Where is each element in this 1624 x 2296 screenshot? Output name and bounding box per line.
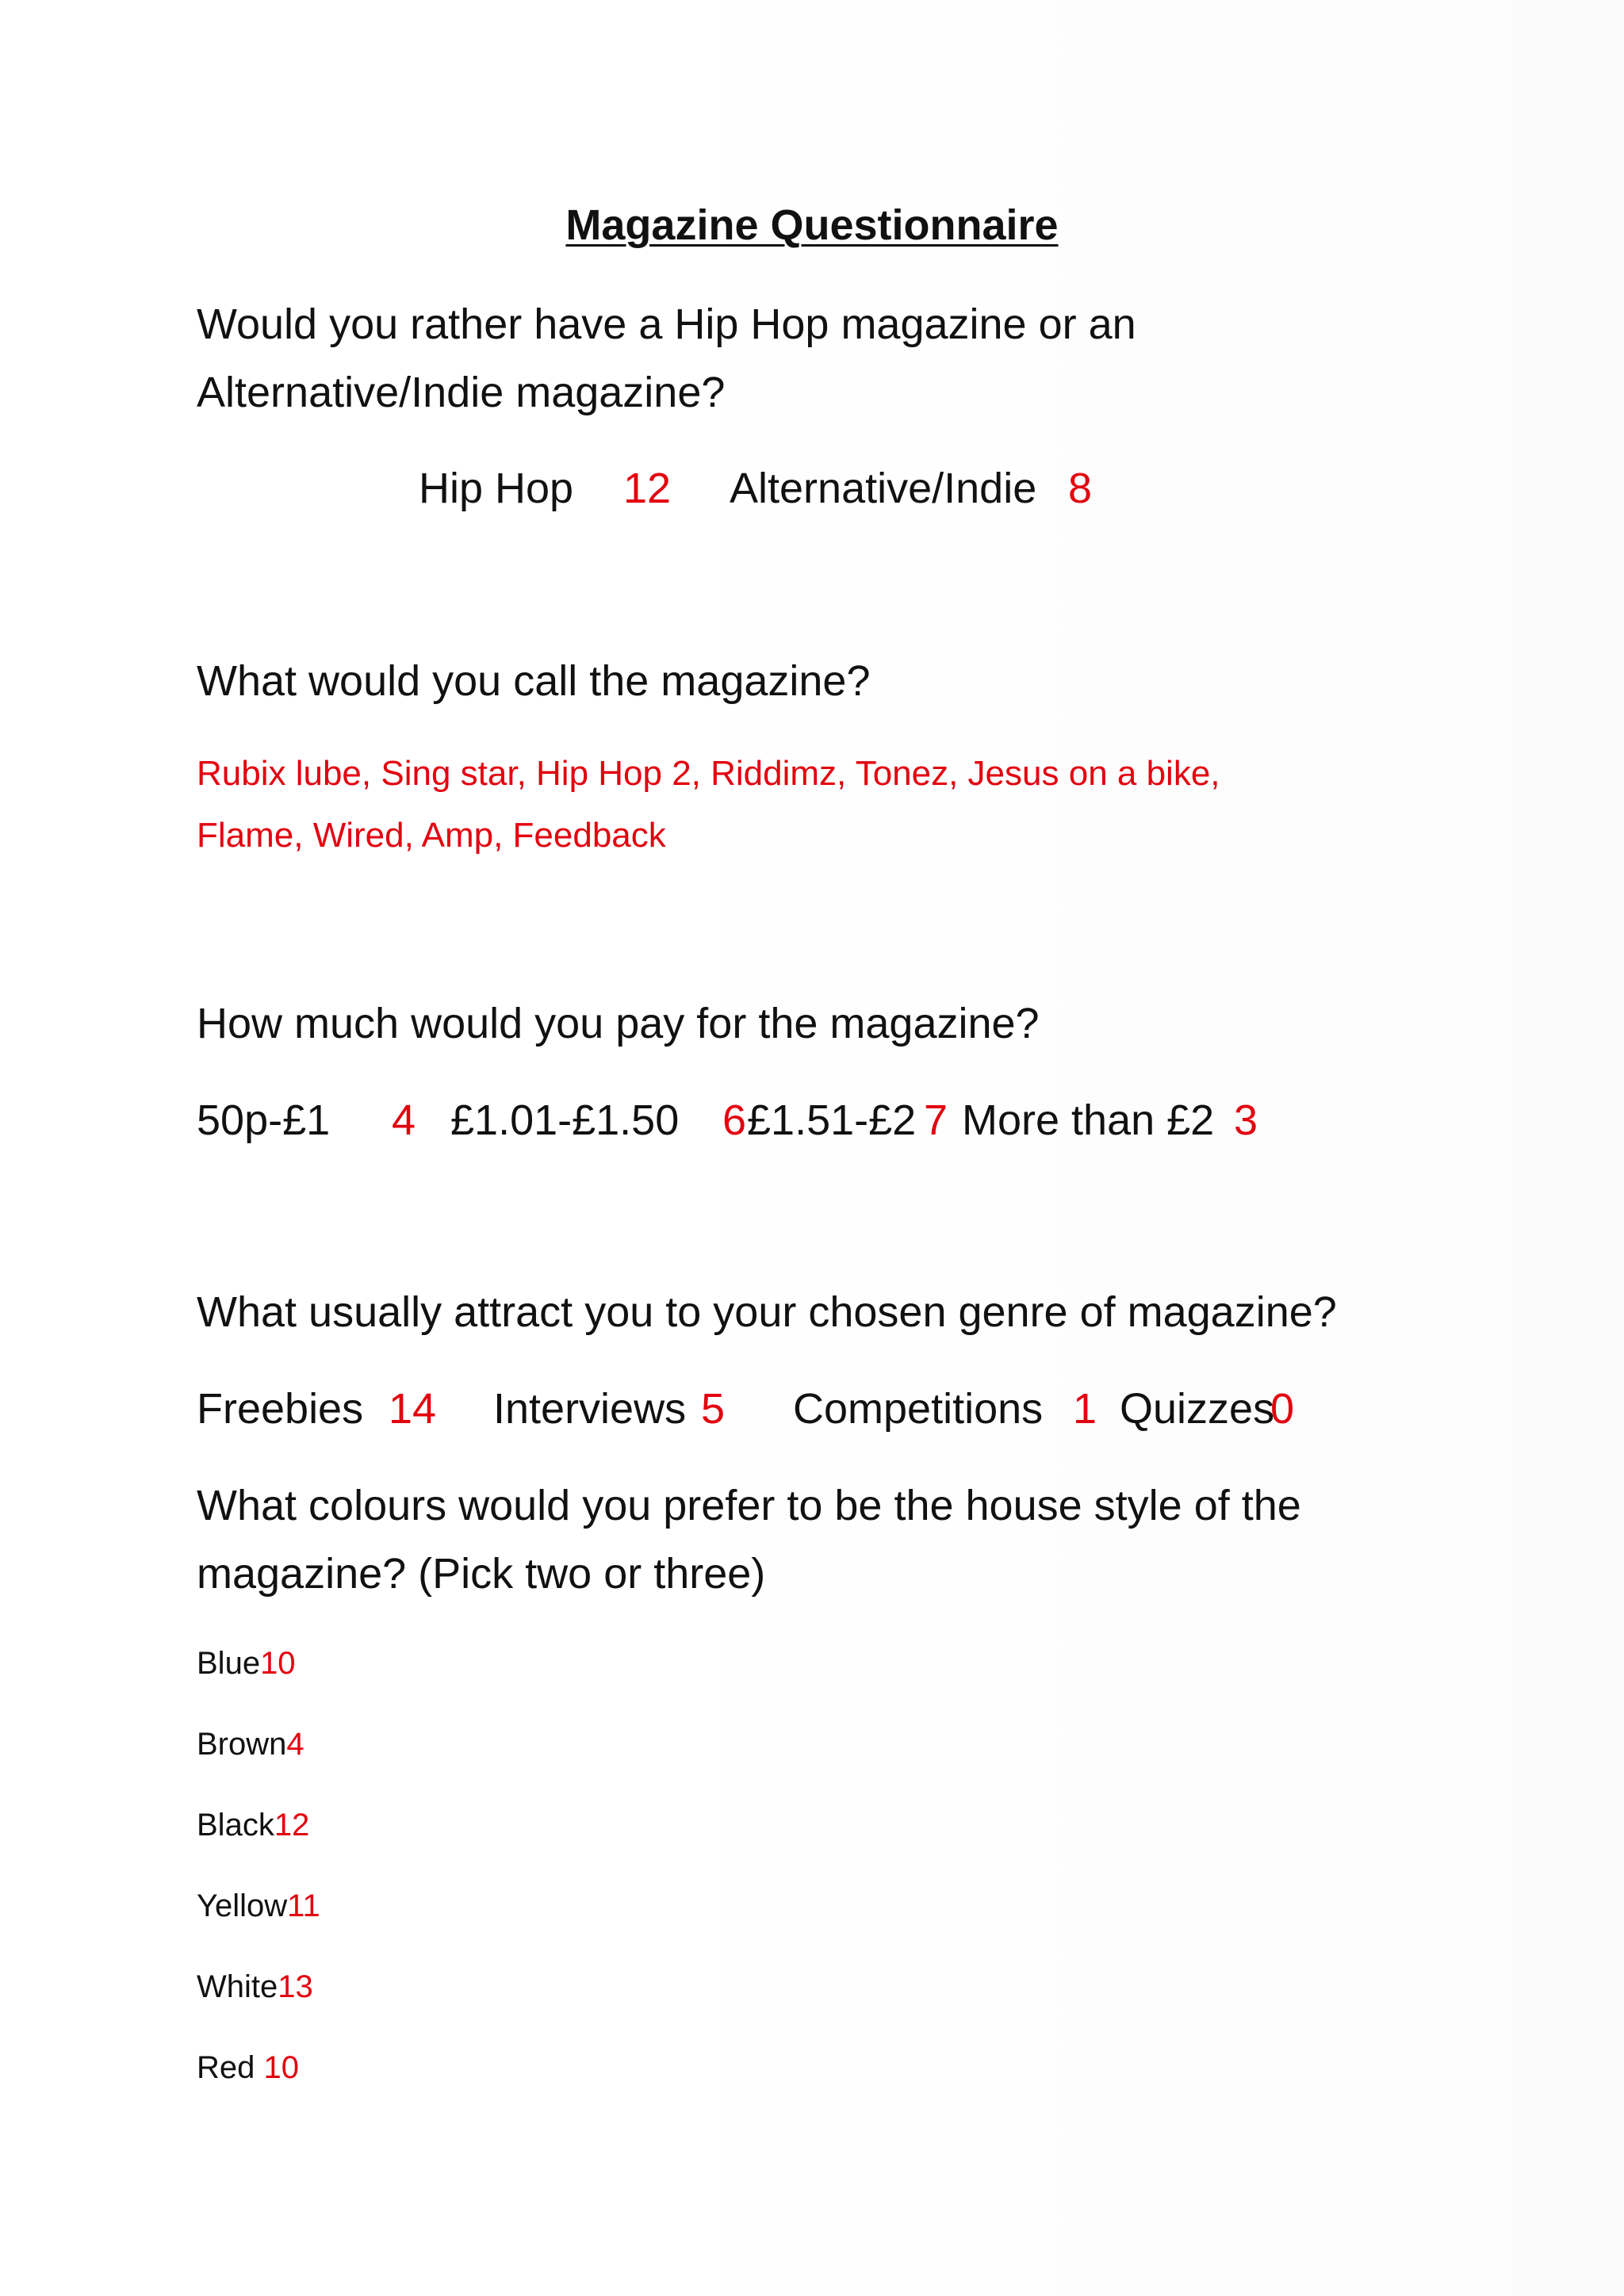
q4-option-count: 5 <box>701 1385 726 1433</box>
q5-question-line1: What colours would you prefer to be the house style of the <box>197 1482 1301 1529</box>
q1-question-line1: Would you rather have a Hip Hop magazine or an <box>197 300 1136 348</box>
q3-option-label: £1.01-£1.50 <box>450 1096 680 1144</box>
q1-option-count: 8 <box>1068 465 1093 512</box>
q4-question: What usually attract you to your chosen genre of magazine? <box>197 1288 1337 1336</box>
q3-option-label: 50p-£1 <box>197 1096 331 1144</box>
colour-label: Yellow <box>197 1888 288 1923</box>
list-item <box>197 1963 313 2011</box>
q4-option-count: 0 <box>1270 1385 1295 1433</box>
q1-option-label: Hip Hop <box>419 465 574 512</box>
list-item <box>197 1801 309 1849</box>
colour-count: 10 <box>263 2050 299 2085</box>
colour-label: Blue <box>197 1646 261 1681</box>
q3-option-count: 6 <box>722 1096 747 1144</box>
q4-option-count: 14 <box>389 1385 437 1433</box>
colour-count: 13 <box>278 1969 313 2004</box>
q4-option-count: 1 <box>1073 1385 1097 1433</box>
colour-count: 12 <box>274 1808 310 1843</box>
colour-label: Black <box>197 1808 274 1843</box>
list-item <box>197 1640 296 1687</box>
q4-option-label: Quizzes <box>1120 1385 1275 1433</box>
q3-question: How much would you pay for the magazine? <box>197 1000 1040 1047</box>
q3-option-label: £1.51-£2 <box>747 1096 917 1144</box>
colour-label: Brown <box>197 1727 287 1762</box>
q4-option-label: Freebies <box>197 1385 364 1433</box>
q3-option-count: 7 <box>924 1096 948 1144</box>
q3-option-label: More than £2 <box>962 1096 1215 1144</box>
q2-answers-line2: Flame, Wired, Amp, Feedback <box>197 816 666 855</box>
q2-question: What would you call the magazine? <box>197 657 871 705</box>
q3-option-count: 4 <box>392 1096 416 1144</box>
q5-question-line2: magazine? (Pick two or three) <box>197 1550 766 1598</box>
q1-question-line2: Alternative/Indie magazine? <box>197 369 726 416</box>
list-item <box>197 1882 320 1930</box>
q3-option-count: 3 <box>1234 1096 1258 1144</box>
q4-option-label: Interviews <box>493 1385 687 1433</box>
q1-option-label: Alternative/Indie <box>730 465 1037 512</box>
colour-label: Red <box>197 2050 264 2085</box>
colour-count: 4 <box>286 1727 304 1762</box>
list-item <box>197 1720 304 1768</box>
colour-count: 11 <box>287 1888 320 1923</box>
colour-count: 10 <box>260 1646 296 1681</box>
q2-answers-line1: Rubix lube, Sing star, Hip Hop 2, Riddimz, Tonez, Jesus on a bike, <box>197 754 1220 793</box>
q1-option-count: 12 <box>623 465 672 512</box>
q4-option-label: Competitions <box>793 1385 1044 1433</box>
colour-label: White <box>197 1969 278 2004</box>
list-item <box>197 2044 299 2091</box>
page-title: Magazine Questionnaire <box>565 201 1059 249</box>
